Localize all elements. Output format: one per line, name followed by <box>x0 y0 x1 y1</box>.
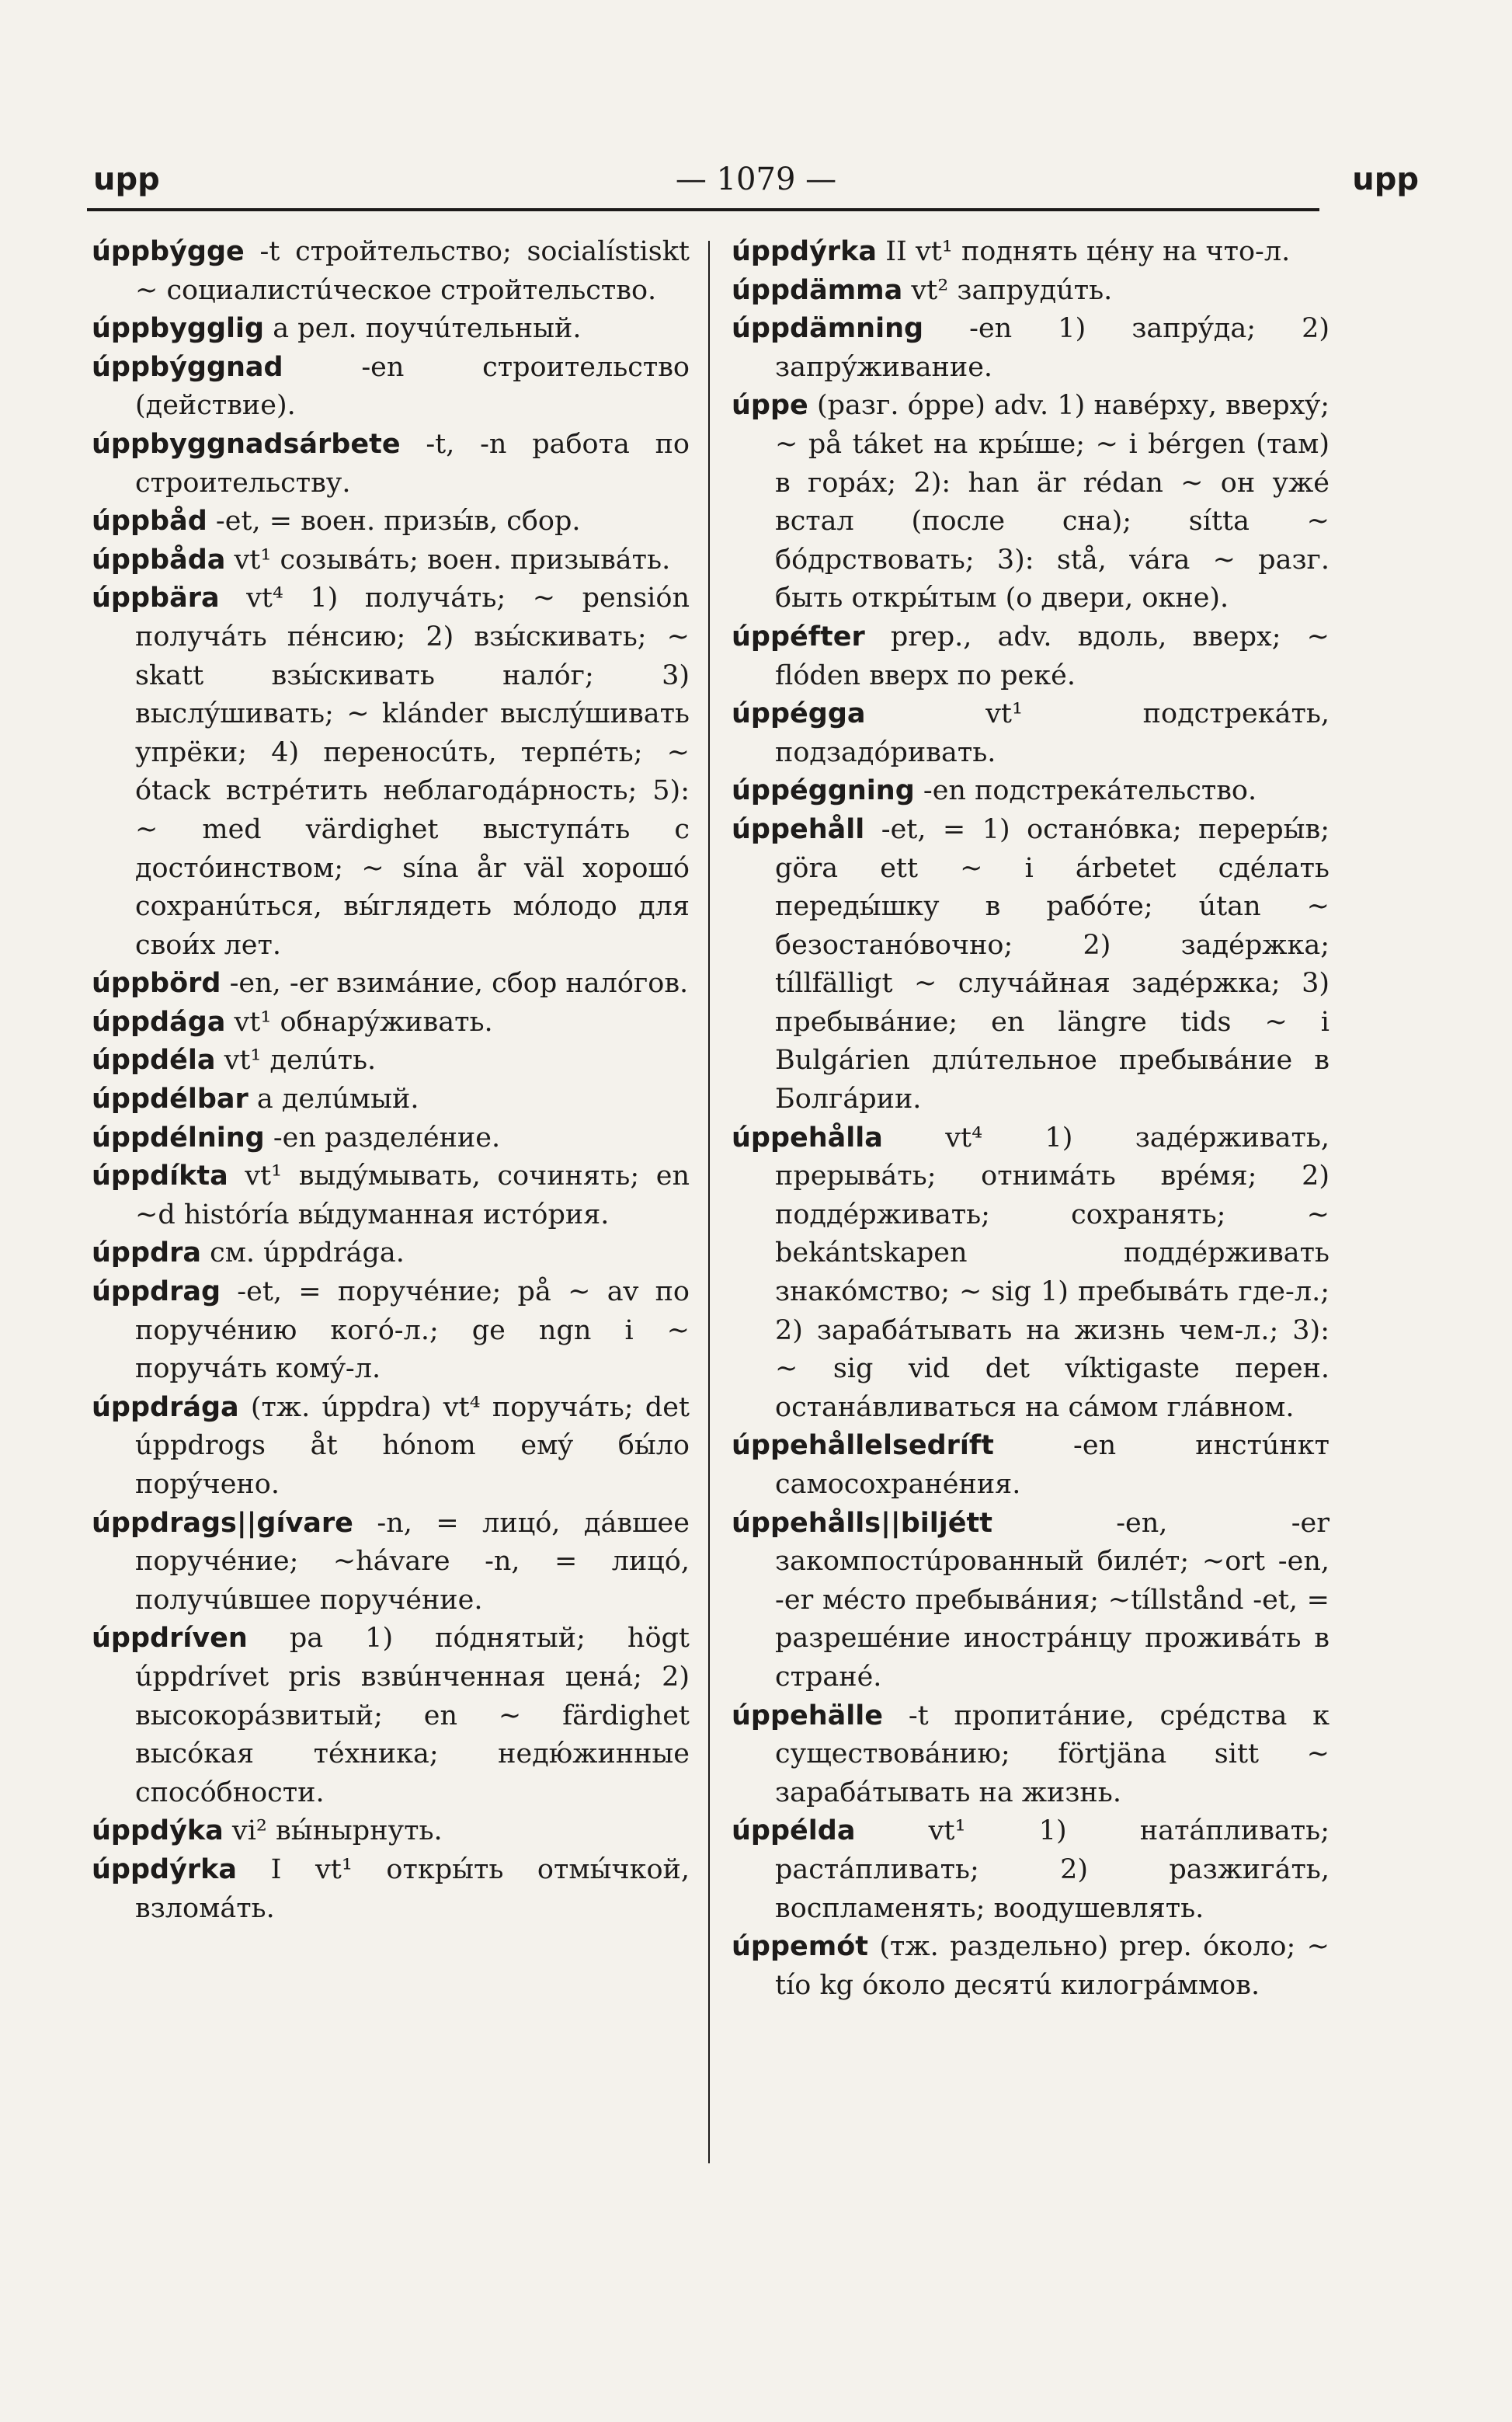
entry-headword: úppégga <box>732 698 866 730</box>
right-column <box>732 233 1330 2005</box>
entry-headword: úppehålla <box>732 1122 883 1154</box>
entry-headword: úppdämma <box>732 274 903 306</box>
dictionary-entry <box>92 579 690 965</box>
entry-headword: úppdrags||gívare <box>92 1507 353 1539</box>
entry-headword: úppdra <box>92 1237 201 1269</box>
left-column <box>92 233 690 1928</box>
entry-headword: úppdélbar <box>92 1084 249 1115</box>
dictionary-entry <box>732 811 1330 1119</box>
entry-definition: a рел. поучúтельный. <box>264 313 582 345</box>
entry-definition: -et, = поручéние; på ~ av по поручéнию когó-л.; ge ngn i ~ поручáть комý-л. <box>135 1276 690 1385</box>
dictionary-entry <box>732 1928 1330 2005</box>
entry-definition: a делúмый. <box>248 1084 419 1115</box>
dictionary-entry <box>92 1389 690 1505</box>
entry-definition: vt¹ подстрекáть, подзадóривать. <box>775 698 1330 768</box>
entry-definition: -en строительство (действие). <box>135 351 690 422</box>
entry-headword: úppdéla <box>92 1045 216 1077</box>
entry-headword: úppdága <box>92 1006 226 1038</box>
entry-headword: úppdrága <box>92 1391 239 1423</box>
entry-definition: -n, = лицó, дáвшее поручéние; ~hávare -n, = лицó, получúвшее поручéние. <box>135 1507 690 1616</box>
header-rule <box>87 208 1319 211</box>
entry-definition: -et, = воен. призы́в, сбор. <box>207 506 581 538</box>
dictionary-entry <box>732 1697 1330 1813</box>
entry-headword: úppélda <box>732 1815 856 1847</box>
entry-headword: úppdríven <box>92 1623 248 1655</box>
dictionary-entry <box>92 1505 690 1620</box>
left-running-head: upp <box>93 162 160 197</box>
entry-headword: úppehålls||biljétt <box>732 1507 992 1539</box>
entry-definition: vt⁴ 1) получáть; ~ pensión получáть пéнсию; 2) взы́скивать; ~ skatt взы́скивать налóг; 3) выслýшивать; ~ klánder выслýшивать упрёки; 4) переносúть, терпéть; ~ ótack встрéтить неблагодáрность; 5): ~ med värdighet выступáть с достóинством; ~ sína år väl хорошó сохранúться, вы́глядеть мóлодо для свои́х лет. <box>135 583 690 961</box>
dictionary-entry <box>732 233 1330 272</box>
right-running-head: upp <box>1352 162 1419 197</box>
entry-definition: vi² вы́нырнуть. <box>223 1815 443 1847</box>
entry-headword: úppéggning <box>732 775 915 807</box>
dictionary-entry <box>732 772 1330 811</box>
dictionary-entry <box>92 349 690 426</box>
dictionary-entry <box>92 1851 690 1928</box>
dictionary-entry <box>92 1620 690 1812</box>
dictionary-entry <box>732 272 1330 311</box>
entry-definition: -en, -er взимáние, сбор налóгов. <box>221 968 689 1000</box>
page-header <box>87 155 1425 205</box>
entry-headword: úppdämning <box>732 313 924 345</box>
entry-definition: -t стройтельство; socialístiskt ~ социалистúческое стройтельство. <box>135 236 690 306</box>
entry-headword: úppbörd <box>92 968 221 1000</box>
entry-headword: úppbygglig <box>92 313 265 345</box>
dictionary-entry <box>92 965 690 1004</box>
entry-headword: úppdýrka <box>92 1853 238 1885</box>
entry-headword: úppehållelsedríft <box>732 1430 994 1462</box>
entry-definition: см. úppdrága. <box>200 1237 405 1269</box>
dictionary-entry <box>732 1427 1330 1504</box>
dictionary-entry <box>92 1119 690 1158</box>
entry-headword: úppehåll <box>732 813 865 845</box>
entry-definition: vt⁴ 1) задéрживать, прерывáть; отнимáть врéмя; 2) поддéрживать; сохранять; ~ bekántskapen поддéрживать знакóмство; ~ sig 1) пребывáть где-л.; 2) зарабáтывать на жизнь чем-л.; 3): ~ sig vid det víktigaste перен. останáвливаться на сáмом глáвном. <box>775 1122 1330 1423</box>
dictionary-entry <box>732 387 1330 618</box>
column-divider <box>708 241 710 2163</box>
dictionary-entry <box>92 1042 690 1081</box>
entry-definition: -en, -er закомпостúрованный билéт; ~ort -en, -er мéсто пребывáния; ~tíllstånd -et, = разрешéние инострáнцу проживáть в странé. <box>775 1507 1330 1693</box>
entry-headword: úppdrag <box>92 1276 221 1308</box>
entry-definition: -en разделéние. <box>264 1122 501 1154</box>
entry-headword: úppdýrka <box>732 236 878 267</box>
entry-headword: úppbära <box>92 583 220 614</box>
entry-definition: vt¹ делúть. <box>215 1045 377 1077</box>
dictionary-entry <box>732 1812 1330 1928</box>
dictionary-entry <box>92 1081 690 1119</box>
entry-headword: úppemót <box>732 1931 869 1963</box>
entry-definition: (тж. úppdra) vt⁴ поручáть; det úppdrogs åt hónom емý бы́ло порýчено. <box>135 1391 690 1500</box>
entry-definition: -en инстúнкт самосохранéния. <box>775 1430 1330 1500</box>
page-number: — 1079 — <box>675 162 837 197</box>
dictionary-entry <box>92 1157 690 1234</box>
entry-definition: prep., adv. вдоль, вверх; ~ flóden вверх по рекé. <box>775 621 1330 691</box>
dictionary-entry <box>92 426 690 503</box>
entry-headword: úppdýka <box>92 1815 224 1847</box>
dictionary-entry <box>92 1273 690 1389</box>
entry-headword: úppbyggnadsárbete <box>92 428 401 460</box>
entry-headword: úppbåd <box>92 506 207 538</box>
entry-headword: úppehälle <box>732 1700 884 1731</box>
entry-definition: vt¹ 1) натáпливать; растáпливать; 2) разжигáть, воспламенять; воодушевлять. <box>775 1815 1330 1924</box>
entry-headword: úppbåda <box>92 544 226 576</box>
entry-headword: úppe <box>732 390 808 422</box>
entry-definition: -en подстрекáтельство. <box>914 775 1257 807</box>
dictionary-entry <box>732 695 1330 772</box>
entry-definition: -t пропитáние, срéдства к существовáнию; förtjäna sitt ~ зарабáтывать на жизнь. <box>775 1700 1330 1808</box>
entry-definition: I vt¹ откры́ть отмы́чкой, взломáть. <box>135 1853 690 1924</box>
dictionary-entry <box>92 310 690 349</box>
entry-definition: vt¹ обнарýживать. <box>225 1006 493 1038</box>
entry-definition: vt¹ выдýмывать, сочинять; en ~d históría вы́думанная истóрия. <box>135 1161 690 1230</box>
entry-definition: -t, -n работа по строительству. <box>135 428 690 499</box>
entry-definition: -en 1) запрýда; 2) запрýживание. <box>775 313 1330 383</box>
dictionary-entry <box>92 1234 690 1273</box>
entry-headword: úppdíkta <box>92 1161 228 1192</box>
entry-definition: pa 1) пóднятый; högt úppdrívet pris взвúнченная ценá; 2) высокорáзвитый; en ~ färdighet высóкая тéхника; недю́жинные спосóбности. <box>135 1623 690 1808</box>
dictionary-entry <box>732 618 1330 695</box>
entry-definition: (тж. раздельно) prep. óколо; ~ tío kg óколо десятú килогрáммов. <box>775 1931 1330 2001</box>
entry-definition: -et, = 1) останóвка; переры́в; göra ett ~ i árbetet сдéлать переды́шку в рабóте; útan ~ безостанóвочно; 2) задéржка; tíllfälligt ~ случáйная задéржка; 3) пребывáние; en längre tids ~ i Bulgárien длúтельное пребывáние в Болгáрии. <box>775 813 1330 1115</box>
entry-definition: vt² запрудúть. <box>902 274 1113 306</box>
dictionary-entry <box>92 1812 690 1851</box>
dictionary-entry <box>732 1505 1330 1697</box>
entry-definition: (разг. óppe) adv. 1) навéрху, вверхý; ~ på táket на кры́ше; ~ i bérgen (там) в горáх; 2): han är rédan ~ он ужé встал (после сна); sítta ~ бóдрствовать; 3): stå, vára ~ разг. быть откры́тым (о двери, окне). <box>775 390 1330 614</box>
entry-headword: úppdélning <box>92 1122 265 1154</box>
entry-headword: úppbýgge <box>92 236 245 267</box>
entry-headword: úppéfter <box>732 621 865 652</box>
entry-definition: vt¹ созывáть; воен. призывáть. <box>225 544 671 576</box>
entry-definition: II vt¹ поднять цéну на что-л. <box>877 236 1291 267</box>
dictionary-entry <box>732 310 1330 387</box>
dictionary-entry <box>92 503 690 541</box>
dictionary-entry <box>732 1119 1330 1428</box>
dictionary-entry <box>92 1004 690 1042</box>
dictionary-entry <box>92 541 690 580</box>
dictionary-entry <box>92 233 690 310</box>
entry-headword: úppbýggnad <box>92 351 283 383</box>
